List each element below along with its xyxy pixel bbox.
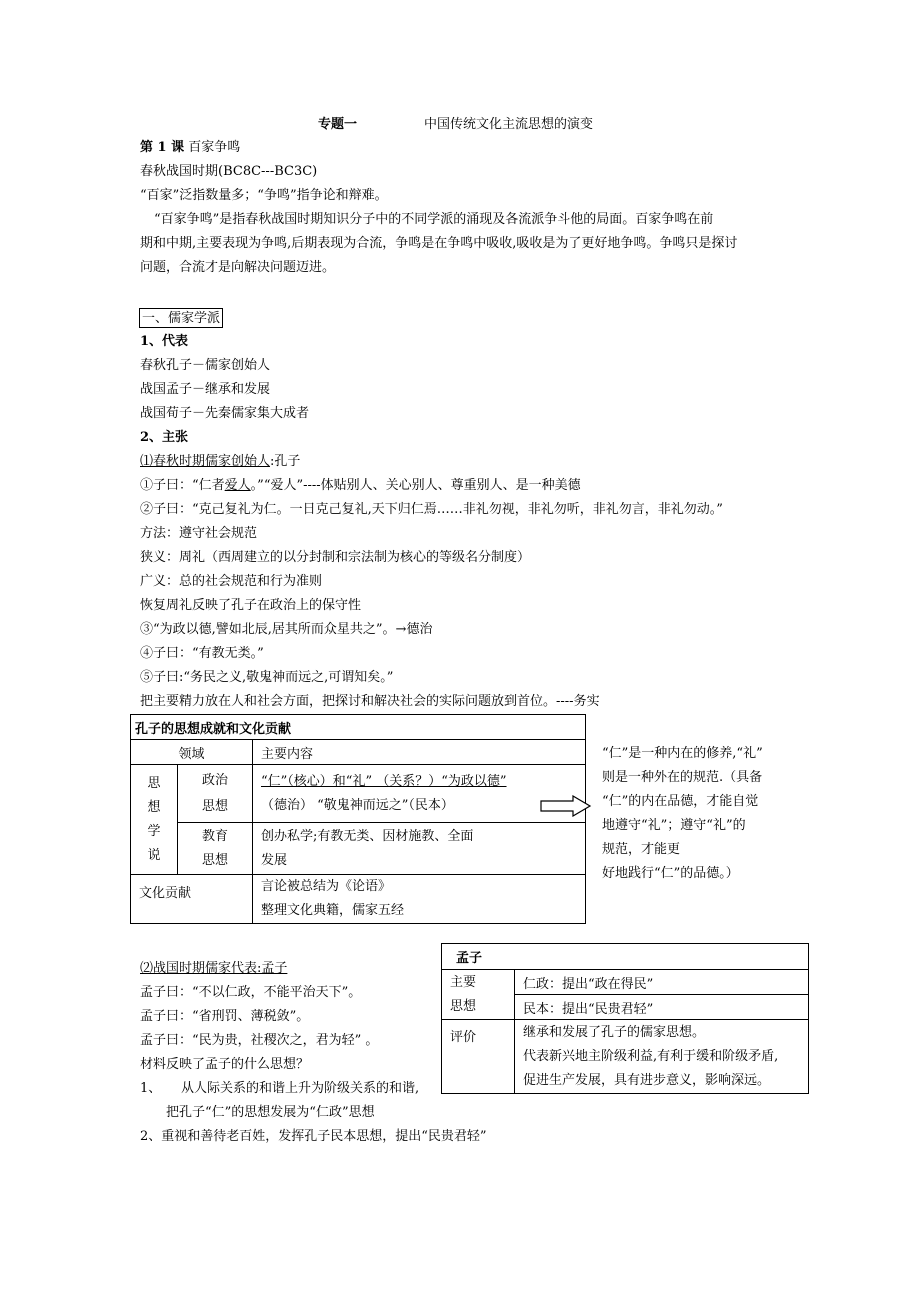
mencius-quote-1: 孟子曰：“不以仁政，不能平治天下”。 [140,985,362,1000]
rep-mencius: 战国孟子－继承和发展 [140,382,271,397]
quote-1-a: ①子曰：“仁者 [140,478,225,493]
ren-zheng-cell: 仁政：提出“政在得民” [515,970,809,995]
politics-label-line: 思想 [201,798,228,814]
confucius-subheading [140,455,300,468]
confucius-table-title: 孔子的思想成就和文化贡献 [131,715,586,740]
intro-period: 春秋战国时期(BC8C---BC3C) [140,164,318,179]
thought-label-cell [131,765,178,875]
mencius-table [441,943,809,1094]
education-content-cell [253,823,586,875]
quote-1 [140,479,581,492]
topic-label: 专题一 [318,117,358,132]
politics-label-cell [178,765,253,823]
quote-4: ④子曰：“有教无类。” [140,646,264,661]
rep-confucius: 春秋孔子－儒家创始人 [140,358,271,373]
lesson-number: 第 1 课 [140,140,185,155]
arrow-right-icon [540,795,592,817]
thought-label-char: 学 [147,823,161,839]
note-line: 地遵守“礼”；遵守“礼”的 [602,818,746,833]
quote-1-underlined: 爱人 [224,478,251,493]
evaluation-content-cell [515,1020,809,1094]
quote-2: ②子曰：“克己复礼为仁。一日克己复礼,天下归仁焉……非礼勿视，非礼勿听，非礼勿言，非礼勿动。” [140,502,723,517]
education-label-cell [178,823,253,875]
main-thought-label-line: 主要 [450,974,477,990]
evaluation-line: 促进生产发展，具有进步意义，影响深远。 [523,1072,771,1088]
intro-paragraph-line-1: “百家争鸣”是指春秋战国时期知识分子中的不同学派的涌现及各流派争斗他的局面。百家争鸣在前 [154,212,714,227]
culture-content-line-2: 整理文化典籍，儒家五经 [261,903,405,918]
politics-label-line: 政治 [201,772,228,788]
politics-content-line-1: “仁”（核心）和“礼” （关系？）“为政以德” [261,773,507,789]
answer-1-number: 1、 [140,1081,162,1096]
confucius-subheading-underlined: ⑴春秋时期儒家创始人 [140,454,271,469]
intro-paragraph-line-2: 期和中期,主要表现为争鸣,后期表现为合流，争鸣是在争鸣中吸收,吸收是为了更好地争鸣。争鸣只是探讨 [140,236,738,251]
answer-1-line-2: 把孔子“仁”的思想发展为“仁政”思想 [166,1105,375,1120]
rep-xunzi: 战国荀子－先秦儒家集大成者 [140,406,310,421]
note-line: 好地践行“仁”的品德。） [602,866,739,881]
politics-content-line-2: （德治） “敬鬼神而远之”（民本） [261,797,454,813]
ren-li-note [602,742,763,886]
quote-1-b: 。”“爱人”----体贴别人、关心别人、尊重别人、是一种美德 [250,478,581,493]
restore-zhouli-line: 恢复周礼反映了孔子在政治上的保守性 [140,598,362,613]
lesson-heading [140,141,240,154]
politics-content-cell [253,765,586,823]
confucius-table [130,714,586,924]
main-thought-label-line: 思想 [450,998,477,1014]
confucius-subheading-tail: :孔子 [270,454,301,469]
culture-content-line-1: 言论被总结为《论语》 [261,879,392,894]
note-line: 规范，才能更 [602,842,681,857]
broad-sense-line: 广义：总的社会规范和行为准则 [140,574,323,589]
mencius-table-title: 孟子 [442,944,809,970]
narrow-sense-line: 狭义：周礼（西周建立的以分封制和宗法制为核心的等级名分制度） [140,550,531,565]
mencius-quote-3: 孟子曰：“民为贵，社稷次之，君为轻” 。 [140,1033,379,1048]
intro-paragraph-line-3: 问题，合流才是向解决问题迈进。 [140,260,336,275]
practical-line: 把主要精力放在人和社会方面，把探讨和解决社会的实际问题放到首位。----务实 [140,694,600,709]
section-heading-confucianism: 一、儒家学派 [139,308,223,328]
culture-label-cell: 文化贡献 [131,875,253,924]
claims-heading: 2、主张 [140,430,189,445]
intro-definition: “百家”泛指数量多；“争鸣”指争论和辩难。 [140,188,388,203]
thought-label-char: 思 [147,775,161,791]
evaluation-line: 继承和发展了孔子的儒家思想。 [523,1024,706,1040]
min-ben-cell: 民本：提出“民贵君轻” [515,995,809,1020]
answer-1-line-1: 从人际关系的和谐上升为阶级关系的和谐, [181,1081,420,1096]
evaluation-label-cell: 评价 [442,1020,515,1094]
representatives-heading: 1、代表 [140,334,189,349]
education-content-line-1: 创办私学;有教无类、因材施教、全面 [261,828,474,844]
culture-content-cell [253,875,586,924]
mencius-subheading: ⑵战国时期儒家代表:孟子 [140,961,288,976]
main-thought-label-cell [442,970,515,1020]
lesson-name: 百家争鸣 [188,140,241,155]
thought-label-char: 说 [147,847,161,863]
mencius-question: 材料反映了孟子的什么思想？ [140,1057,310,1072]
education-content-line-2: 发展 [261,852,288,868]
table-header-field: 领域 [131,740,253,765]
note-line: “仁”的内在品德，才能自觉 [602,794,759,809]
evaluation-line: 代表新兴地主阶级利益,有利于缓和阶级矛盾, [523,1048,779,1064]
page-title: 中国传统文化主流思想的演变 [424,117,594,132]
table-header-content: 主要内容 [253,740,586,765]
quote-5: ⑤子曰:“务民之义,敬鬼神而远之,可谓知矣。” [140,670,394,685]
note-line: 则是一种外在的规范.（具备 [602,770,763,785]
answer-2: 2、重视和善待老百姓，发挥孔子民本思想，提出“民贵君轻” [140,1129,487,1144]
education-label-line: 教育 [201,828,228,844]
education-label-line: 思想 [201,852,228,868]
thought-label-char: 想 [147,799,161,815]
quote-3: ③“为政以德,譬如北辰,居其所而众星共之”。→德治 [140,622,433,637]
mencius-quote-2: 孟子曰：“省刑罚、薄税敛”。 [140,1009,310,1024]
note-line: “仁”是一种内在的修养,“礼” [602,746,763,761]
method-line: 方法：遵守社会规范 [140,526,258,541]
